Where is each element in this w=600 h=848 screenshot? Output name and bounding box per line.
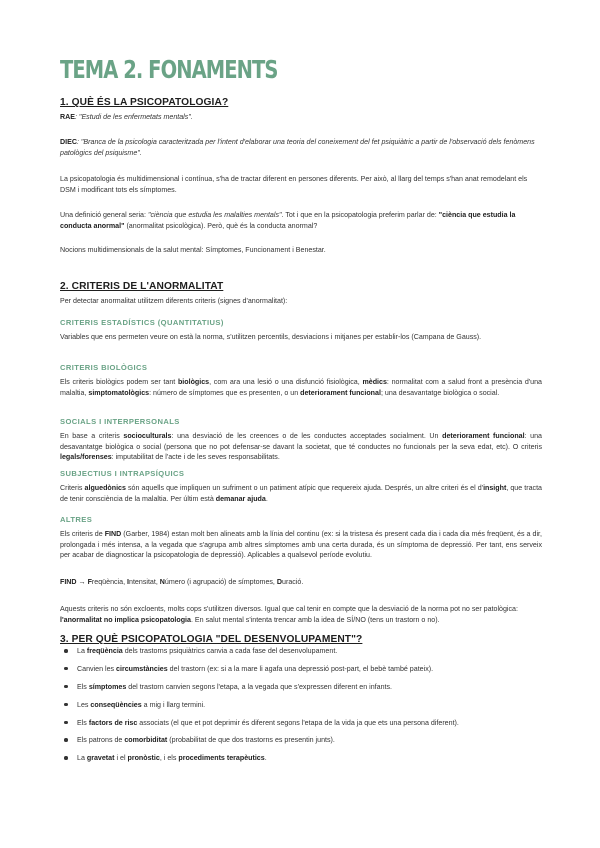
list-item: La freqüència dels trastorns psiquiàtrics canvia a cada fase del desenvolupament. — [60, 646, 542, 664]
list-item: Canvien les circumstàncies del trastorn (ex: si a la mare li agafa una depressió post-part, el bebè també pateix). — [60, 664, 542, 682]
subheading-biological: CRITERIS BIOLÒGICS — [60, 363, 148, 372]
paragraph-definition: Una definició general seria: "ciència que estudia les malalties mentals". Tot i que en la psicopatologia preferim parlar de: "ciència que estudia la conducta anormal" (anormalitat psicològica). Però, què és la conducta anormal? — [60, 211, 516, 230]
find-criteria-text: Els criteris de FIND (Garber, 1984) estan molt ben alineats amb la línia del continu (ex: si la tristesa és present cada dia i cada dia més freqüent, és a dir, prolongada i més intensa, a la vegada que s'agrupa amb altres símptomes amb una certa durada, és un símptoma de depressió. Per tant, ens serveix per acabar de diagnosticar la psicopatologia de depressió). Aplicables a qualsevol període evolutiu. — [60, 530, 542, 560]
list-item: Els factors de risc associats (el que et pot deprimir és diferent segons l'etapa de la vida ja que ets una persona diferent). — [60, 718, 542, 736]
list-item: Els patrons de comorbiditat (probabilitat de que dos trastorns es presentin junts). — [60, 735, 542, 753]
subheading-subjective: SUBJECTIUS I INTRAPSÍQUICS — [60, 469, 185, 478]
paragraph-not-exclusive: Aquests criteris no són excloents, molts cops s'utilitzen diversos. Igual que cal tenir en compte que la desviació de la norma pot no ser patològica: l'anormalitat no implica psicopatologia. En salut mental s'intenta trencar amb la idea de SÍ/NO (tens un trastorn o no). — [60, 605, 518, 624]
list-item: Les conseqüències a mig i llarg termini. — [60, 700, 542, 718]
page-title: TEMA 2. FONAMENTS — [60, 55, 278, 84]
section-1-heading: 1. QUÈ ÉS LA PSICOPATOLOGIA? — [60, 97, 229, 108]
section-3-heading: 3. PER QUÈ PSICOPATOLOGIA "DEL DESENVOLUPAMENT"? — [60, 634, 363, 645]
find-acronym: FIND → Freqüència, Intensitat, Número (i agrupació) de símptomes, Duració. — [60, 578, 304, 586]
social-text: En base a criteris socioculturals: una desviació de les creences o de les conductes acceptades socialment. Un deteriorament funcional: una desavantatge biològica o social (persona que no pot defensar-se davant la societat, que té conductes no funcionals per la seva edat, etc). O criteris legals/forenses: imputabilitat de l'acte i de les seves responsabilitats. — [60, 432, 543, 462]
paragraph-notions: Nocions multidimensionals de la salut mental: Símptomes, Funcionament i Benestar. — [60, 246, 326, 254]
list-item: La gravetat i el pronòstic, i els procediments terapèutics. — [60, 753, 542, 771]
biological-text: Els criteris biològics podem ser tant biològics, com ara una lesió o una disfunció fisiològica, mèdics: normalitat com a salud front a presència d'una malaltia, simptomatològics: número de símptomes que es presenten, o un deteriorament funcional; una desavantatge biològica o social. — [60, 378, 543, 397]
subjective-text: Criteris alguedònics són aquells que impliquen un sufriment o un patiment atípic que requereix ajuda. Després, un altre criteri és el d'insight, que tracta de tenir consciència de la malaltia. Per últim està demanar ajuda. — [60, 484, 543, 503]
diec-definition: DIEC: "Branca de la psicologia caracteritzada per l'intent d'elaborar una teoria del coneixement del fet psiquiàtric a partir de l'observació dels fenòmens patològics del psiquisme". — [60, 138, 535, 157]
bullet-icon — [64, 756, 68, 760]
criteria-intro: Per detectar anormalitat utilitzem diferents criteris (signes d'anormalitat): — [60, 297, 288, 305]
bullet-icon — [64, 685, 68, 689]
rae-definition: RAE: "Estudi de les enfermetats mentals". — [60, 113, 193, 121]
bullet-icon — [64, 703, 68, 707]
list-item: Els símptomes del trastorn canvien segons l'etapa, a la vegada que s'expressen diferent en infants. — [60, 682, 542, 700]
subheading-others: ALTRES — [60, 515, 93, 524]
section-2-heading: 2. CRITERIS DE L'ANORMALITAT — [60, 281, 224, 292]
bullet-icon — [64, 649, 68, 653]
subheading-statistical: CRITERIS ESTADÍSTICS (QUANTITATIUS) — [60, 318, 224, 327]
paragraph-multidimensional: La psicopatologia és multidimensional i contínua, s'ha de tractar diferent en persones diferents. Per això, al llarg del temps s'han anat remodelant els DSM i modificant tots els símptomes. — [60, 175, 528, 194]
bullet-icon — [64, 738, 68, 742]
subheading-social: SOCIALS I INTERPERSONALS — [60, 417, 180, 426]
statistical-text: Variables que ens permeten veure on està la norma, s'utilitzen percentils, desviacions i mitjanes per establir-los (Campana de Gauss). — [60, 333, 482, 341]
development-reasons-list — [60, 646, 542, 771]
bullet-icon — [64, 667, 68, 671]
bullet-icon — [64, 721, 68, 725]
